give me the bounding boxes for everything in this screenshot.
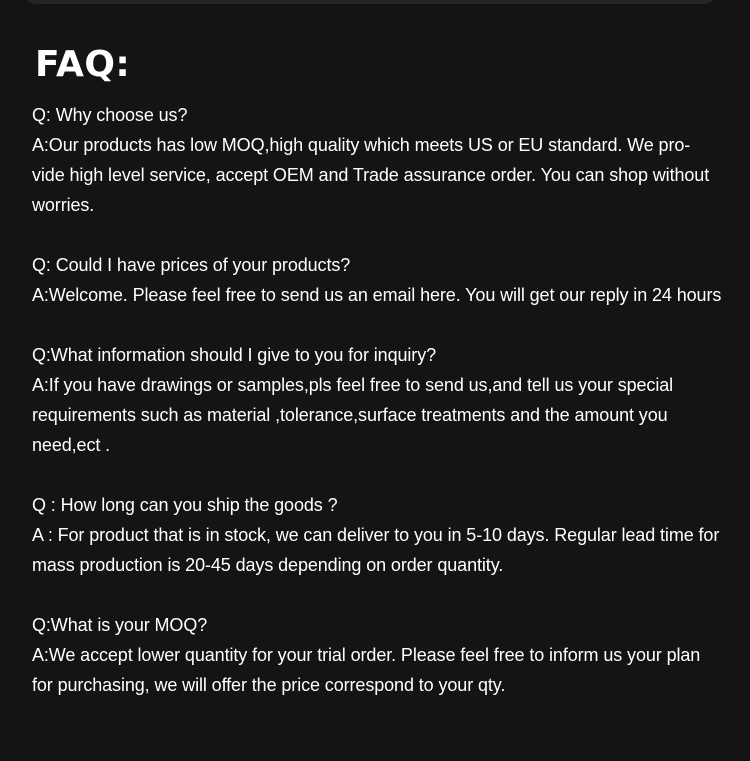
faq-item: [32, 610, 722, 700]
faq-question: Q:What information should I give to you for inquiry?: [32, 345, 437, 365]
faq-question: Q:What is your MOQ?: [32, 615, 208, 635]
top-panel-edge: [24, 0, 716, 4]
faq-answer: A:If you have drawings or samples,pls feel free to send us,and tell us your special requirements such as material ,tolerance,surface treatments and the amount you need,ect .: [32, 375, 674, 455]
faq-answer: A:Welcome. Please feel free to send us an email here. You will get our reply in 24 hours: [32, 285, 722, 305]
faq-title: FAQ:: [35, 44, 131, 85]
faq-item: [32, 340, 722, 460]
faq-section: [32, 42, 722, 730]
faq-answer: A : For product that is in stock, we can deliver to you in 5-10 days. Regular lead time for mass production is 20-45 days depending on order quantity.: [32, 525, 720, 575]
faq-item: [32, 490, 722, 580]
faq-item: [32, 100, 722, 220]
faq-question: Q: Could I have prices of your products?: [32, 255, 351, 275]
faq-answer: A:We accept lower quantity for your trial order. Please feel free to inform us your plan for purchasing, we will offer the price correspond to your qty.: [32, 645, 701, 695]
faq-item: [32, 250, 722, 310]
faq-question: Q : How long can you ship the goods ?: [32, 495, 338, 515]
faq-question: Q: Why choose us?: [32, 105, 188, 125]
faq-answer: A:Our products has low MOQ,high quality which meets US or EU standard. We pro-vide high level service, accept OEM and Trade assurance order. You can shop without worries.: [32, 135, 710, 215]
